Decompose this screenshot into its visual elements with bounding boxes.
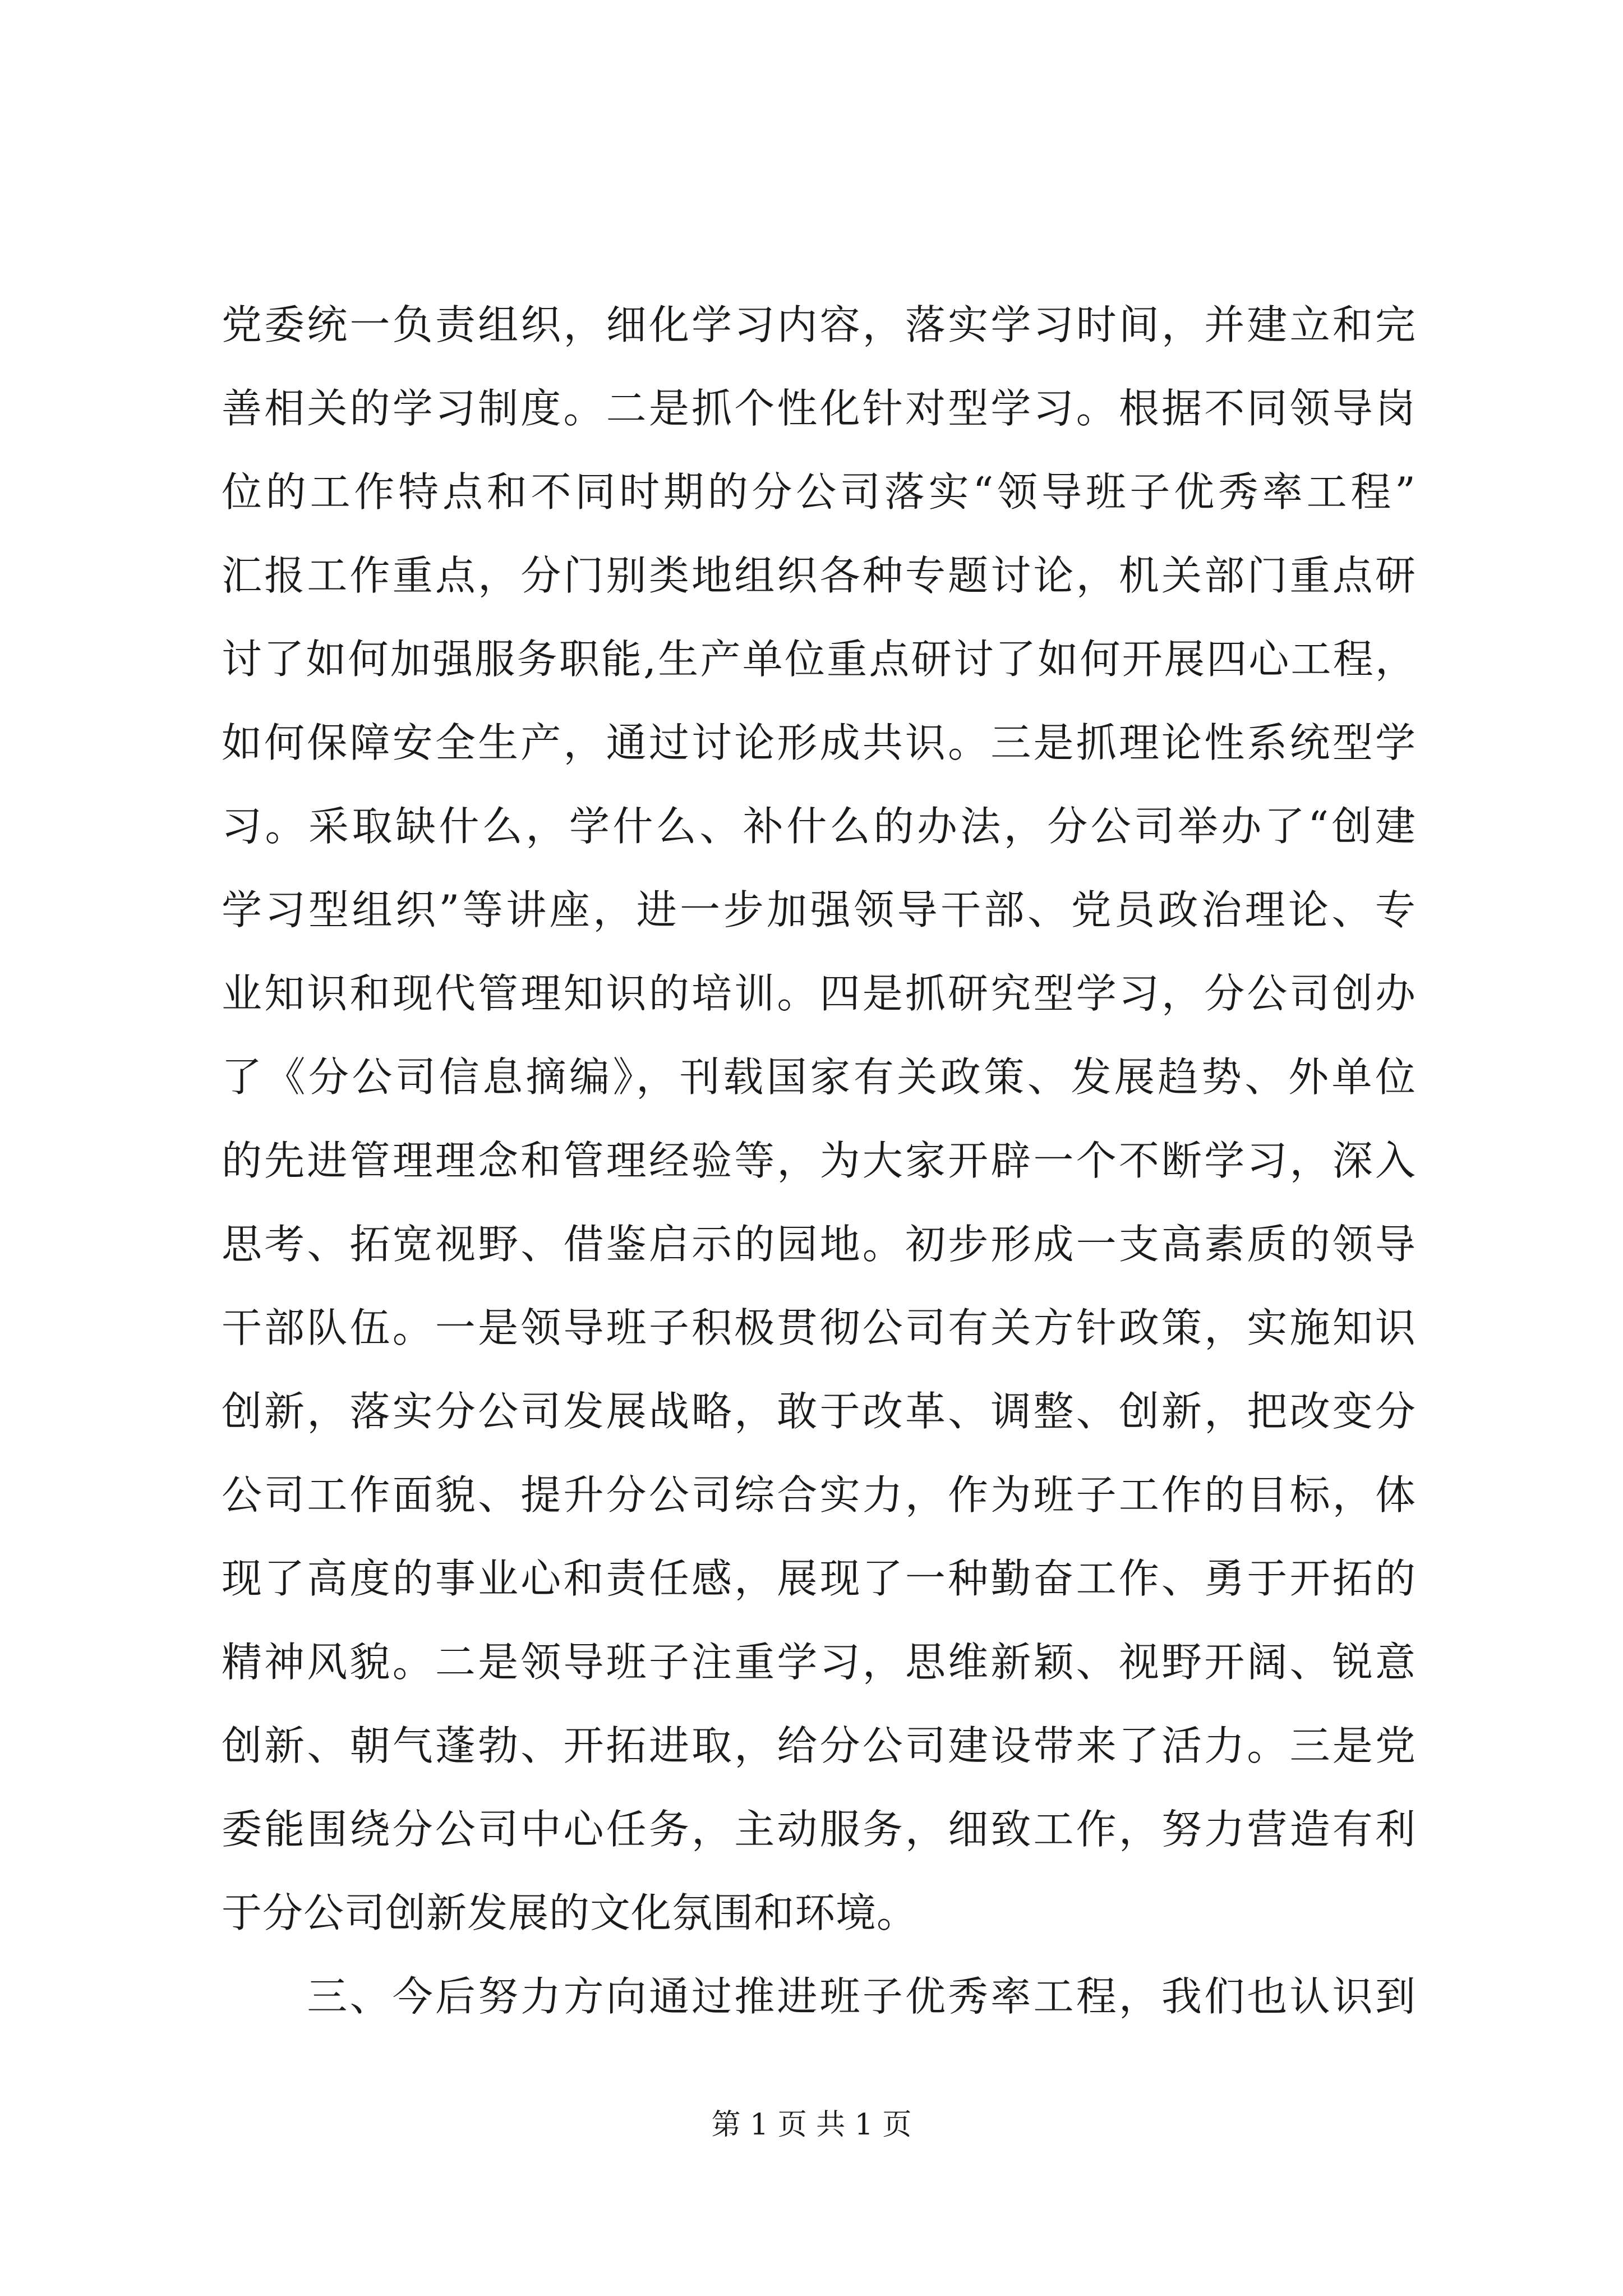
text-line: 党委统一负责组织，细化学习内容，落实学习时间，并建立和完 — [222, 301, 1416, 348]
text-line: 业知识和现代管理知识的培训。四是抓研究型学习，分公司创办 — [222, 970, 1416, 1017]
text-line: 创新、朝气蓬勃、开拓进取，给分公司建设带来了活力。三是党 — [222, 1722, 1416, 1769]
text-line: 委能围绕分公司中心任务，主动服务，细致工作，努力营造有利 — [222, 1806, 1416, 1853]
text-line: 讨了如何加强服务职能,生产单位重点研讨了如何开展四心工程， — [222, 636, 1416, 683]
text-line-section-heading: 三、今后努力方向通过推进班子优秀率工程，我们也认识到 — [222, 1973, 1416, 2020]
text-line: 的先进管理理念和管理经验等，为大家开辟一个不断学习，深入 — [222, 1137, 1416, 1184]
text-line: 了《分公司信息摘编》，刊载国家有关政策、发展趋势、外单位 — [222, 1053, 1416, 1101]
text-line: 创新，落实分公司发展战略，敢于改革、调整、创新，把改变分 — [222, 1388, 1416, 1435]
text-line: 位的工作特点和不同时期的分公司落实“领导班子优秀率工程” — [222, 468, 1416, 516]
page-footer: 第 1 页 共 1 页 — [711, 2108, 912, 2142]
text-line: 善相关的学习制度。二是抓个性化针对型学习。根据不同领导岗 — [222, 385, 1416, 432]
text-line: 精神风貌。二是领导班子注重学习，思维新颖、视野开阔、锐意 — [222, 1639, 1416, 1686]
text-line: 现了高度的事业心和责任感，展现了一种勤奋工作、勇于开拓的 — [222, 1555, 1416, 1602]
text-line: 干部队伍。一是领导班子积极贯彻公司有关方针政策，实施知识 — [222, 1304, 1416, 1351]
text-line: 思考、拓宽视野、借鉴启示的园地。初步形成一支高素质的领导 — [222, 1221, 1416, 1268]
body-text — [222, 283, 1416, 2039]
text-line: 汇报工作重点，分门别类地组织各种专题讨论，机关部门重点研 — [222, 552, 1416, 599]
text-line: 习。采取缺什么，学什么、补什么的办法，分公司举办了“创建 — [222, 803, 1416, 850]
text-line: 如何保障安全生产，通过讨论形成共识。三是抓理论性系统型学 — [222, 719, 1416, 766]
text-line-paragraph-end: 于分公司创新发展的文化氛围和环境。 — [222, 1889, 918, 1936]
text-line: 公司工作面貌、提升分公司综合实力，作为班子工作的目标，体 — [222, 1471, 1416, 1519]
text-line: 学习型组织”等讲座，进一步加强领导干部、党员政治理论、专 — [222, 886, 1416, 933]
